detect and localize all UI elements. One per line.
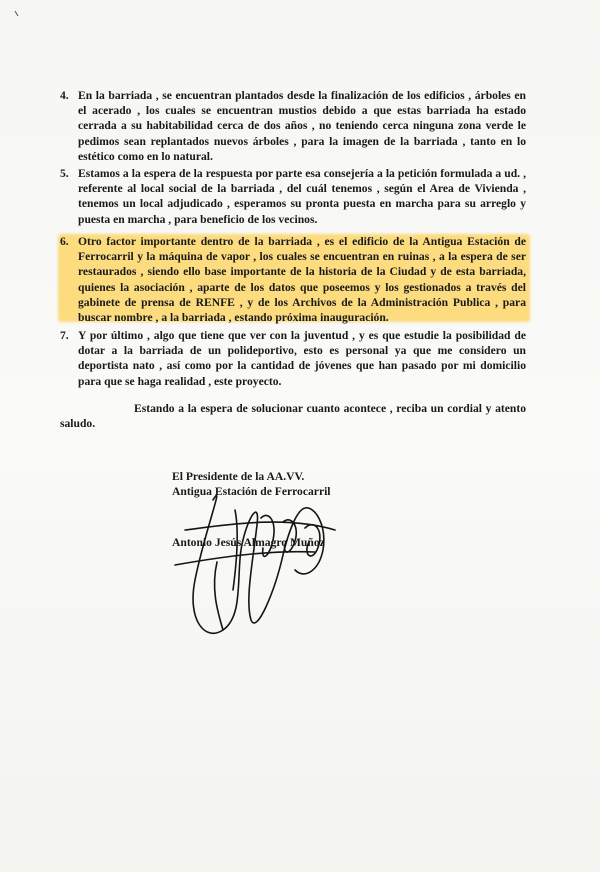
signatory-name: Antonio Jesús Almagro Muñoz [172, 536, 325, 549]
item-text: Otro factor importante dentro de la barriada , es el edificio de la Antigua Estación de Ferrocarril y la máquina de vapor , los cuales se encuentran en ruinas , a la espera de ser restaurados , siendo ello base importante de la historia de la Ciudad y de esta barriada, quienes la asociación , aparte de los datos que poseemos y los gestionados a través del gabinete de prensa de RENFE , y de los Archivos de la Administración Publica , para buscar nombre , a la barriada , estando próxima inauguración. [78, 235, 526, 325]
signature-title-line-2: Antigua Estación de Ferrocarril [172, 485, 331, 498]
item-number: 6. [60, 235, 69, 248]
handwritten-signature [165, 470, 365, 645]
signature-title-line-1: El Presidente de la AA.VV. [172, 470, 305, 483]
item-number: 5. [60, 167, 69, 180]
corner-tick-mark [14, 10, 20, 18]
list-item-4 [60, 88, 526, 164]
list-item-7 [60, 328, 526, 389]
list-item-6 [60, 234, 526, 325]
closing-paragraph: Estando a la espera de solucionar cuanto acontece , reciba un cordial y atento saludo. [60, 402, 526, 431]
item-number: 7. [60, 329, 69, 342]
item-number: 4. [60, 89, 69, 102]
list-item-5 [60, 166, 526, 227]
item-text: En la barriada , se encuentran plantados desde la finalización de los edificios , árboles en el acerado , los cuales se encuentran mustios debido a que estas barriada ha estado cerrada a su habitabilidad cerca de dos años , no teniendo cerca ninguna zona verde le pedimos sean replantados nuevos árboles , para la imagen de la barriada , tanto en lo estético como en lo natural. [78, 89, 526, 163]
item-text: Y por último , algo que tiene que ver con la juventud , y es que estudie la posibilidad de dotar a la barriada de un polideportivo, esto es personal ya que me considero un deportista nato , así como por la cantidad de jóvenes que han pasado por mi domicilio para que se haga realidad , este proyecto. [78, 329, 526, 388]
item-text: Estamos a la espera de la respuesta por parte esa consejería a la petición formulada a ud. , referente al local social de la barriada , del cuál tenemos , según el Area de Vivienda , tenemos un local adjudicado , esperamos su pronta puesta en marcha para su arreglo y puesta en marcha , para beneficio de los vecinos. [78, 167, 526, 226]
